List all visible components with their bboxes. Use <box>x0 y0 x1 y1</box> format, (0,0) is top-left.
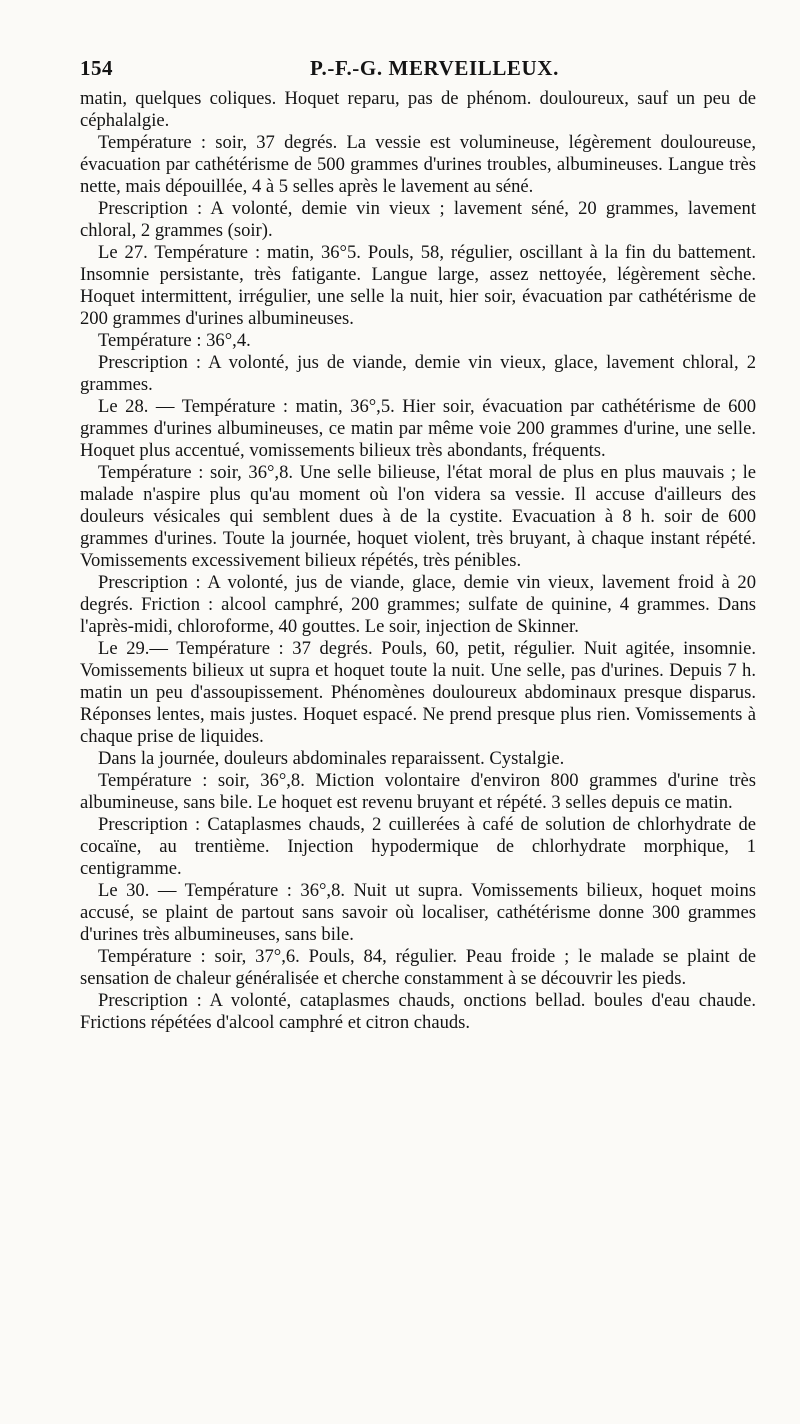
body-text <box>80 88 756 1034</box>
paragraph-6: Prescription : A volonté, jus de viande, demie vin vieux, glace, lavement chloral, 2 grammes. <box>80 352 756 395</box>
paragraph-5: Température : 36°,4. <box>98 330 251 351</box>
paragraph-16: Prescription : A volonté, cataplasmes chauds, onctions bellad. boules d'eau chaude. Frictions répétées d'alcool camphré et citron chauds. <box>80 990 756 1033</box>
paragraph-11: Dans la journée, douleurs abdominales reparaissent. Cystalgie. <box>98 748 565 769</box>
paragraph-12: Température : soir, 36°,8. Miction volontaire d'environ 800 grammes d'urine très albumineuse, sans bile. Le hoquet est revenu bruyant et répété. 3 selles depuis ce matin. <box>80 770 756 813</box>
page-number: 154 <box>80 56 113 80</box>
paragraph-2: Température : soir, 37 degrés. La vessie est volumineuse, légèrement douloureuse, évacuation par cathétérisme de 500 grammes d'urines troubles, albumineuses. Langue très nette, mais dépouillée, 4 à 5 selles après le lavement au séné. <box>80 132 756 197</box>
paragraph-13: Prescription : Cataplasmes chauds, 2 cuillerées à café de solution de chlorhydrate de cocaïne, au trentième. Injection hypodermique de chlorhydrate morphique, 1 centigramme. <box>80 814 756 879</box>
running-head: P.-F.-G. MERVEILLEUX. <box>310 56 559 80</box>
paragraph-3: Prescription : A volonté, demie vin vieux ; lavement séné, 20 grammes, lavement chloral, 2 grammes (soir). <box>80 198 756 241</box>
paragraph-15: Température : soir, 37°,6. Pouls, 84, régulier. Peau froide ; le malade se plaint de sensation de chaleur généralisée et cherche constamment à se découvrir les pieds. <box>80 946 756 989</box>
paragraph-10: Le 29.— Température : 37 degrés. Pouls, 60, petit, régulier. Nuit agitée, insomnie. Vomissements bilieux ut supra et hoquet toute la nuit. Une selle, pas d'urines. Depuis 7 h. matin un peu d'assoupissement. Phénomènes douloureux abdominaux presque disparus. Réponses lentes, mais justes. Hoquet espacé. Ne prend presque plus rien. Vomissements à chaque prise de liquides. <box>80 638 756 747</box>
paragraph-8: Température : soir, 36°,8. Une selle bilieuse, l'état moral de plus en plus mauvais ; le malade n'aspire plus qu'au moment où l'on videra sa vessie. Il accuse d'ailleurs des douleurs vésicales qui semblent dues à de la cystite. Evacuation à 8 h. soir de 600 grammes d'urines. Toute la journée, hoquet violent, très bruyant, à chaque instant répété. Vomissements excessivement bilieux répétés, très pénibles. <box>80 462 756 571</box>
paragraph-14: Le 30. — Température : 36°,8. Nuit ut supra. Vomissements bilieux, hoquet moins accusé, se plaint de partout sans savoir où localiser, cathétérisme donne 300 grammes d'urines très albumineuses, sans bile. <box>80 880 756 945</box>
page-header <box>80 56 740 86</box>
paragraph-1: matin, quelques coliques. Hoquet reparu, pas de phénom. douloureux, sauf un peu de céphalalgie. <box>80 88 756 131</box>
paragraph-7: Le 28. — Température : matin, 36°,5. Hier soir, évacuation par cathétérisme de 600 grammes d'urines albumineuses, ce matin par même voie 200 grammes d'urine, une selle. Hoquet plus accentué, vomissements bilieux très abondants, fréquents. <box>80 396 756 461</box>
paragraph-4: Le 27. Température : matin, 36°5. Pouls, 58, régulier, oscillant à la fin du battement. Insomnie persistante, très fatigante. Langue large, assez nettoyée, légèrement sèche. Hoquet intermittent, irrégulier, une selle la nuit, hier soir, évacuation par cathétérisme de 200 grammes d'urines albumineuses. <box>80 242 756 329</box>
paragraph-9: Prescription : A volonté, jus de viande, glace, demie vin vieux, lavement froid à 20 degrés. Friction : alcool camphré, 200 grammes; sulfate de quinine, 4 grammes. Dans l'après-midi, chloroforme, 40 gouttes. Le soir, injection de Skinner. <box>80 572 756 637</box>
